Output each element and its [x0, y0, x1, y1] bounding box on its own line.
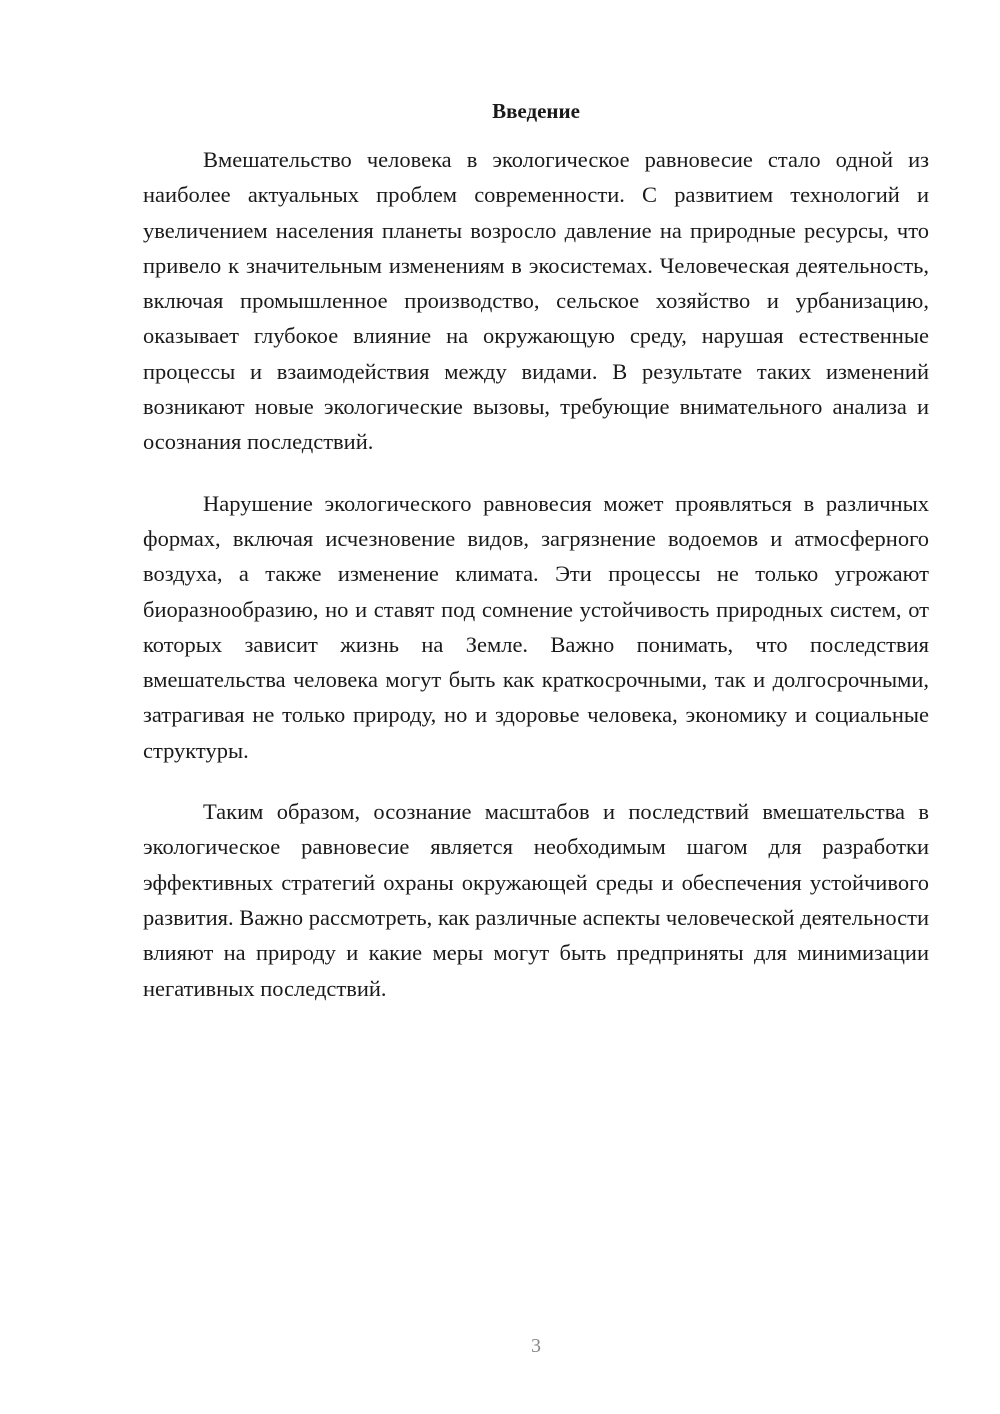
page-number: 3 [531, 1335, 541, 1357]
paragraph-1: Вмешательство человека в экологическое равновесие стало одной из наиболее актуальных проблем современности. С развитием технологий и увеличением населения планеты возросло давление на природные ресурсы, что привело к значительным изменениям в экосистемах. Человеческая деятельность, включая промышленное производство, сельское хозяйство и урбанизацию, оказывает глубокое влияние на окружающую среду, нарушая естественные процессы и взаимодействия между видами. В результате таких изменений возникают новые экологические вызовы, требующие внимательного анализа и осознания последствий. [143, 147, 929, 455]
paragraph-2: Нарушение экологического равновесия может проявляться в различных формах, включая исчезновение видов, загрязнение водоемов и атмосферного воздуха, а также изменение климата. Эти процессы не только угрожают биоразнообразию, но и ставят под сомнение устойчивость природных систем, от которых зависит жизнь на Земле. Важно понимать, что последствия вмешательства человека могут быть как краткосрочными, так и долгосрочными, затрагивая не только природу, но и здоровье человека, экономику и социальные структуры. [143, 490, 929, 763]
paragraph-3: Таким образом, осознание масштабов и последствий вмешательства в экологическое равновесие является необходимым шагом для разработки эффективных стратегий охраны окружающей среды и обеспечения устойчивого развития. Важно рассмотреть, как различные аспекты человеческой деятельности влияют на природу и какие меры могут быть предприняты для минимизации негативных последствий. [143, 799, 929, 1001]
body-text [143, 142, 929, 1032]
section-heading: Введение [492, 99, 580, 123]
